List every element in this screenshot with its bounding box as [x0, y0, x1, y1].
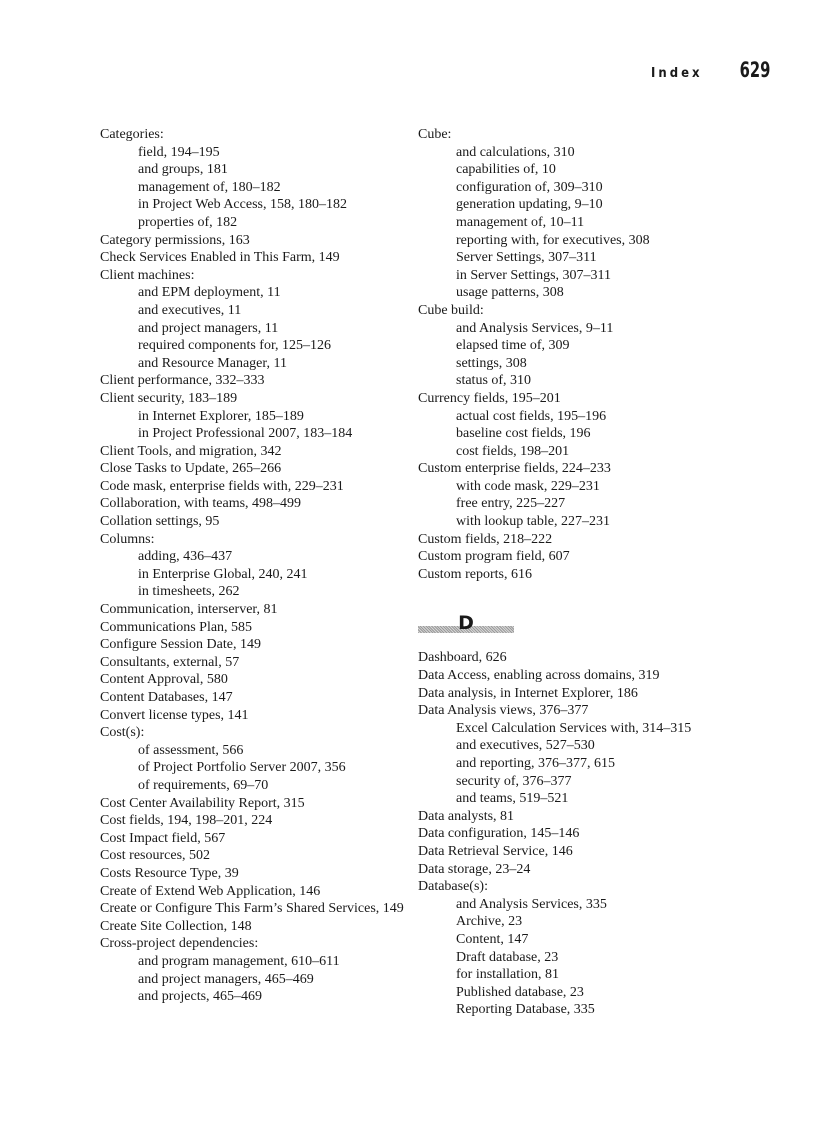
index-entry: Data Access, enabling across domains, 319: [418, 668, 660, 684]
index-column-right: [418, 126, 738, 1019]
page-number: 629: [739, 58, 770, 82]
index-subentry: elapsed time of, 309: [456, 338, 570, 354]
index-subentry: for installation, 81: [456, 967, 560, 983]
index-subentry: in timesheets, 262: [138, 584, 240, 600]
section-heading-d: [418, 612, 738, 643]
index-entry: Database(s):: [418, 879, 488, 895]
index-subentry: Server Settings, 307–311: [456, 250, 597, 266]
index-entry: Cross-project dependencies:: [100, 936, 259, 952]
index-entry: Cost Center Availability Report, 315: [100, 795, 305, 811]
index-subentry: and teams, 519–521: [456, 791, 569, 807]
index-subentry: cost fields, 198–201: [456, 443, 570, 459]
index-subentry: in Enterprise Global, 240, 241: [138, 566, 308, 582]
index-group-c-continued: [418, 126, 738, 583]
index-subentry: and Analysis Services, 9–11: [456, 320, 614, 336]
header-label: Index: [651, 66, 703, 81]
index-subentry: required components for, 125–126: [138, 338, 332, 354]
index-subentry: Reporting Database, 335: [456, 1002, 595, 1018]
index-entry: Categories:: [100, 127, 164, 142]
index-entry: Data Analysis views, 376–377: [418, 703, 589, 719]
index-subentry: and groups, 181: [138, 162, 228, 178]
index-subentry: management of, 10–11: [456, 214, 585, 230]
index-entry: Consultants, external, 57: [100, 654, 240, 670]
index-entry: Cost resources, 502: [100, 848, 211, 864]
index-subentry: management of, 180–182: [138, 179, 281, 195]
index-entry: Create of Extend Web Application, 146: [100, 883, 321, 899]
index-entry: Cost Impact field, 567: [100, 830, 226, 846]
index-subentry: capabilities of, 10: [456, 162, 556, 178]
index-subentry: with code mask, 229–231: [456, 478, 600, 494]
index-subentry: free entry, 225–227: [456, 496, 566, 512]
index-entry: Custom enterprise fields, 224–233: [418, 461, 611, 477]
index-subentry: Published database, 23: [456, 984, 584, 1000]
index-subentry: actual cost fields, 195–196: [456, 408, 607, 424]
index-entry: Client machines:: [100, 267, 195, 283]
index-entry: Create Site Collection, 148: [100, 918, 252, 934]
index-entry: Close Tasks to Update, 265–266: [100, 461, 282, 477]
index-entry: Data Retrieval Service, 146: [418, 843, 573, 859]
index-subentry: status of, 310: [456, 373, 532, 389]
index-subentry: in Server Settings, 307–311: [456, 267, 612, 283]
index-subentry: and executives, 527–530: [456, 738, 595, 754]
index-subentry: configuration of, 309–310: [456, 179, 603, 195]
index-entry: Code mask, enterprise fields with, 229–231: [100, 478, 344, 494]
index-subentry: generation updating, 9–10: [456, 197, 603, 213]
index-entry: Dashboard, 626: [418, 650, 507, 666]
index-subentry: of requirements, 69–70: [138, 777, 269, 793]
index-entry: Category permissions, 163: [100, 232, 250, 248]
index-column-left: [100, 126, 410, 1006]
index-subentry: and projects, 465–469: [138, 989, 263, 1005]
index-subentry: Archive, 23: [456, 914, 523, 930]
index-subentry: security of, 376–377: [456, 773, 572, 789]
index-entry: Cube:: [418, 127, 452, 142]
section-letter: D: [458, 612, 474, 635]
running-header: [651, 58, 770, 82]
index-entry: Client security, 183–189: [100, 390, 238, 406]
index-entry: Check Services Enabled in This Farm, 149: [100, 250, 340, 266]
index-entry: Collaboration, with teams, 498–499: [100, 496, 302, 512]
index-subentry: and calculations, 310: [456, 144, 575, 160]
index-subentry: usage patterns, 308: [456, 285, 564, 301]
index-entry: Custom fields, 218–222: [418, 531, 553, 547]
index-entry: Data storage, 23–24: [418, 861, 531, 877]
index-subentry: and project managers, 465–469: [138, 971, 314, 987]
index-entry: Collation settings, 95: [100, 514, 220, 530]
index-subentry: and executives, 11: [138, 302, 242, 318]
index-group-d: [418, 649, 738, 1018]
index-entry: Data configuration, 145–146: [418, 826, 580, 842]
index-subentry: Content, 147: [456, 931, 529, 947]
index-subentry: of Project Portfolio Server 2007, 356: [138, 760, 346, 776]
index-entry: Data analysts, 81: [418, 808, 515, 824]
index-entry: Create or Configure This Farm’s Shared Services, 149: [100, 901, 404, 917]
index-subentry: in Project Web Access, 158, 180–182: [138, 197, 347, 213]
index-subentry: reporting with, for executives, 308: [456, 232, 650, 248]
index-entry: Currency fields, 195–201: [418, 390, 561, 406]
index-entry: Custom program field, 607: [418, 549, 570, 565]
index-entry: Communications Plan, 585: [100, 619, 253, 635]
index-subentry: field, 194–195: [138, 144, 220, 160]
index-subentry: and program management, 610–611: [138, 953, 340, 969]
index-entry: Data analysis, in Internet Explorer, 186: [418, 685, 638, 701]
index-entry: Configure Session Date, 149: [100, 637, 261, 653]
index-entry: Content Databases, 147: [100, 690, 233, 705]
index-entry: Cost(s):: [100, 725, 145, 741]
index-entry: Cube build:: [418, 302, 484, 318]
index-subentry: Draft database, 23: [456, 949, 559, 965]
index-subentry: and reporting, 376–377, 615: [456, 756, 616, 771]
index-subentry: Excel Calculation Services with, 314–315: [456, 720, 692, 736]
index-subentry: adding, 436–437: [138, 549, 233, 565]
index-subentry: and Resource Manager, 11: [138, 355, 287, 371]
index-subentry: with lookup table, 227–231: [456, 514, 610, 530]
index-entry: Communication, interserver, 81: [100, 602, 278, 618]
index-entry: Content Approval, 580: [100, 672, 228, 688]
index-subentry: and EPM deployment, 11: [138, 285, 281, 301]
index-entry: Cost fields, 194, 198–201, 224: [100, 813, 273, 829]
index-entry: Columns:: [100, 531, 155, 547]
index-entry: Custom reports, 616: [418, 566, 532, 582]
index-entry: Client performance, 332–333: [100, 373, 265, 389]
index-subentry: baseline cost fields, 196: [456, 426, 591, 442]
index-subentry: and project managers, 11: [138, 320, 279, 336]
index-subentry: and Analysis Services, 335: [456, 896, 607, 912]
index-subentry: properties of, 182: [138, 214, 238, 230]
index-subentry: in Internet Explorer, 185–189: [138, 408, 304, 424]
index-entry: Client Tools, and migration, 342: [100, 443, 282, 459]
index-subentry: settings, 308: [456, 355, 527, 371]
index-subentry: in Project Professional 2007, 183–184: [138, 426, 353, 442]
index-entry: Convert license types, 141: [100, 707, 249, 723]
index-entry: Costs Resource Type, 39: [100, 865, 239, 881]
index-subentry: of assessment, 566: [138, 742, 244, 758]
